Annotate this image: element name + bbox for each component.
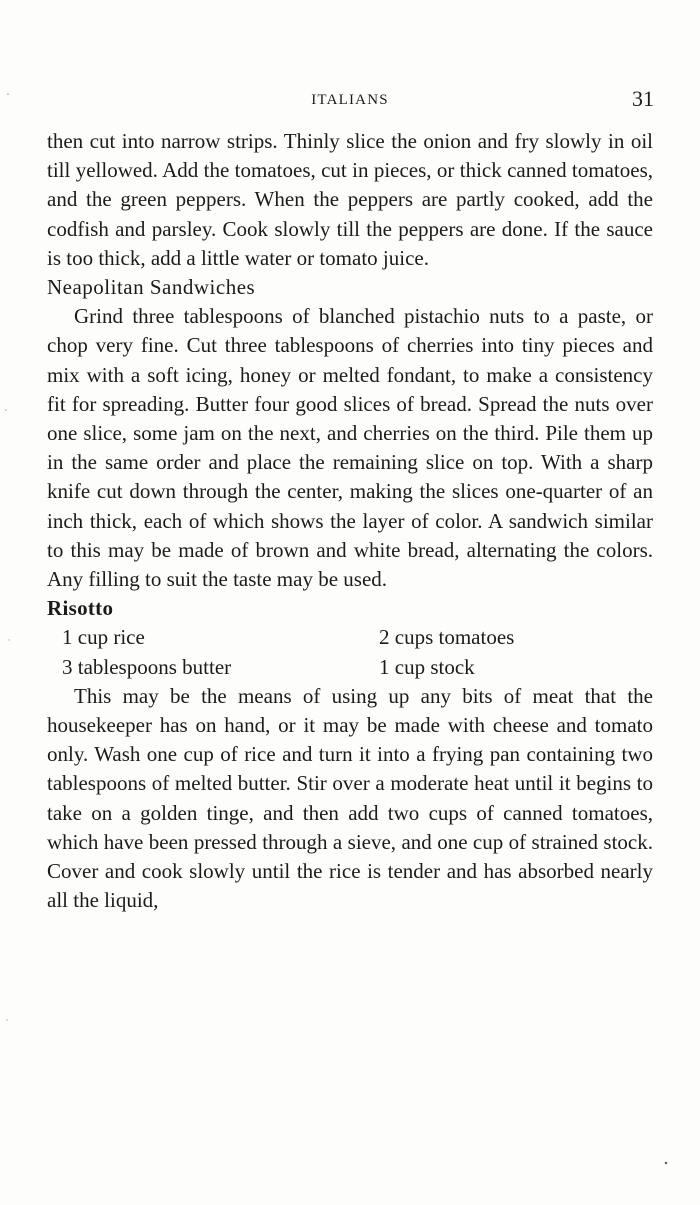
ingredient-item: 1 cup rice xyxy=(62,625,145,650)
heading-neapolitan-sandwiches: Neapolitan Sandwiches xyxy=(47,275,256,300)
ingredient-list xyxy=(47,623,653,681)
speck xyxy=(6,1019,8,1021)
paragraph-codfish-continued: then cut into narrow strips. Thinly slice the onion and fry slowly in oil till yellowed. Add the tomatoes, cut in pieces, or thick canned tomatoes, and the green peppers. When the peppers are partly cooked, add the codfish and parsley. Cook slowly till the peppers are done. If the sauce is too thick, add a little water or tomato juice. xyxy=(47,129,653,270)
ingredient-item: 2 cups tomatoes xyxy=(379,625,515,650)
page-header xyxy=(0,86,700,116)
heading-risotto: Risotto xyxy=(47,596,114,621)
body-text xyxy=(47,127,653,915)
running-head: ITALIANS xyxy=(311,92,389,108)
ingredient-item: 3 tablespoons butter xyxy=(62,654,232,679)
ingredient-item: 1 cup stock xyxy=(379,654,475,679)
speck xyxy=(665,1162,667,1164)
page-number: 31 xyxy=(632,86,654,111)
paragraph-risotto: This may be the means of using up any bits of meat that the housekeeper has on hand, or it may be made with cheese and tomato only. Wash one cup of rice and turn it into a frying pan containing two tablespoons of melted butter. Stir over a moderate heat until it begins to take on a golden tinge, and then add two cups of canned tomatoes, which have been pressed through a sieve, and one cup of strained stock. Cover and cook slowly until the rice is tender and has absorbed nearly all the liquid, xyxy=(47,683,653,913)
paragraph-neapolitan-sandwiches: Grind three tablespoons of blanched pistachio nuts to a paste, or chop very fine. Cut three tablespoons of cherries into tiny pieces and mix with a soft icing, honey or melted fondant, to make a consistency fit for spreading. Butter four good slices of bread. Spread the nuts over one slice, some jam on the next, and cherries on the third. Pile them up in the same order and place the remaining slice on top. With a sharp knife cut down through the center, making the slices one-quarter of an inch thick, each of which shows the layer of color. A sandwich similar to this may be made of brown and white bread, alternating the colors. Any filling to suit the taste may be used. xyxy=(47,304,653,592)
speck xyxy=(8,639,9,640)
speck xyxy=(5,409,7,411)
